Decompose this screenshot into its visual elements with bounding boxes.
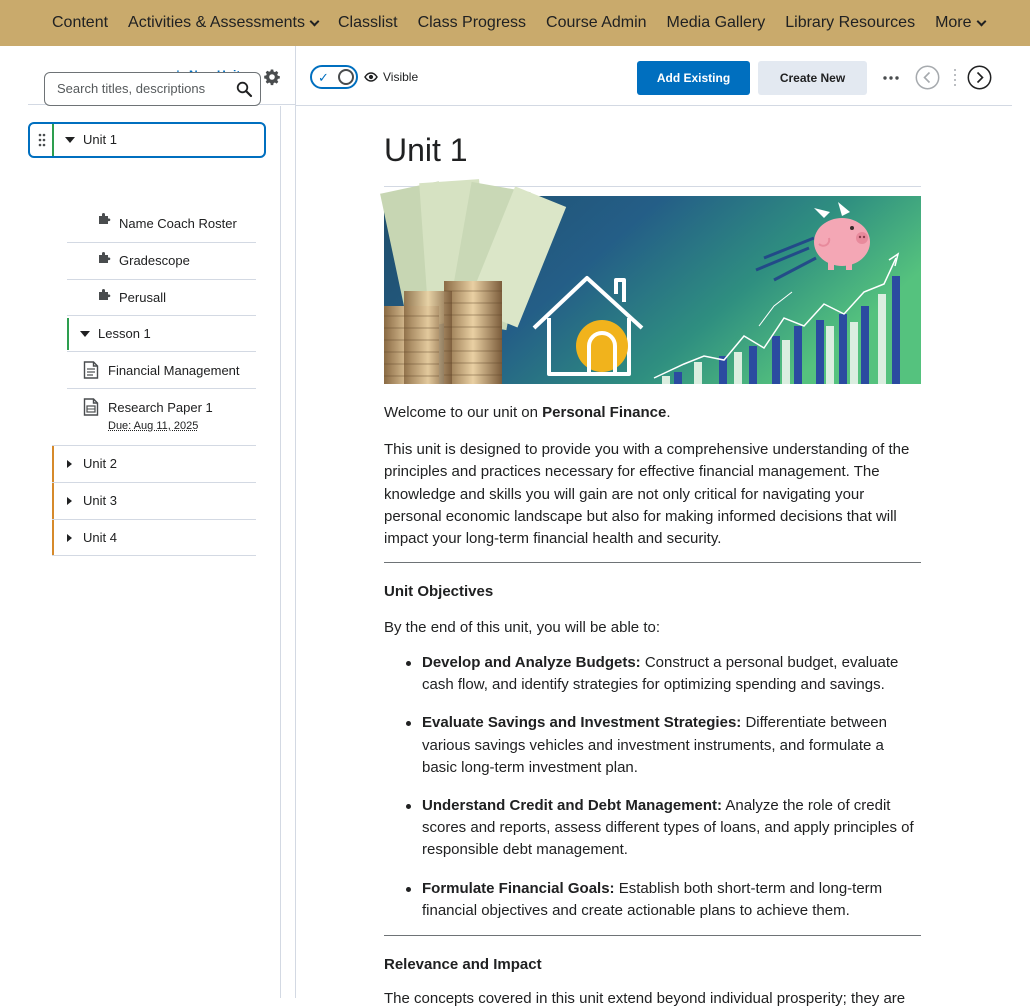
add-existing-button[interactable]: Add Existing [637,61,750,95]
objectives-list [384,652,921,938]
welcome-suffix: . [666,404,671,421]
tree-item-label: Financial Management [108,363,240,378]
personal-finance-banner-image [384,196,921,384]
tree-item-research-paper[interactable] [67,389,256,445]
caret-right-icon[interactable] [67,460,72,468]
tree-item-name-coach[interactable] [67,205,256,242]
drag-handle-icon[interactable] [38,133,46,147]
nav-activities-assessments[interactable] [128,14,318,32]
objective-text: Differentiate between various savings vehicles and investment instruments, and formulate a basic long-term investment plan. [422,714,887,776]
objective-text: Analyze the role of credit scores and reports, assess different types of loans, and apply principles of responsible debt management. [422,797,914,859]
nav-course-admin[interactable]: Course Admin [546,14,647,31]
puzzle-icon [99,288,112,300]
tree-item-label: Unit 2 [83,456,117,471]
nav-classlist[interactable]: Classlist [338,14,398,31]
toggle-knob [338,69,354,85]
tree-item-label: Gradescope [119,253,190,268]
page-title: Unit 1 [384,132,468,168]
section-divider [384,562,921,563]
unit-status-bar [52,446,54,482]
welcome-text [384,404,671,421]
document-icon [83,361,99,379]
tree-item-unit-3[interactable] [52,483,256,519]
unit-status-bar [52,483,54,519]
welcome-prefix: Welcome to our unit on [384,404,543,421]
tree-item-label: Unit 1 [83,132,117,147]
tree-item-label: Unit 3 [83,493,117,508]
unit-status-bar [52,520,54,556]
gear-icon[interactable] [264,69,280,85]
section-divider [384,935,921,936]
check-icon: ✓ [318,70,329,85]
visibility-toggle[interactable] [310,65,358,89]
chevron-down-icon [310,16,320,26]
search-icon[interactable] [236,81,252,97]
visible-label: Visible [383,70,419,84]
due-date: Due: Aug 11, 2025 [108,420,199,432]
divider [52,555,256,556]
objectives-intro: By the end of this unit, you will be able to: [384,619,660,636]
search-field[interactable] [44,72,261,106]
search-input[interactable] [57,81,227,96]
tree-item-unit-4[interactable] [52,520,256,556]
create-new-button[interactable]: Create New [758,61,867,95]
nav-media-gallery[interactable]: Media Gallery [666,14,766,31]
tree-item-label: Research Paper 1 [108,400,213,415]
assignment-icon [83,398,99,416]
nav-more-label: More [935,14,972,31]
relevance-heading: Relevance and Impact [384,956,542,973]
list-item [384,795,921,862]
lesson-status-bar [67,318,69,350]
nav-content[interactable]: Content [52,14,109,31]
more-options-icon[interactable] [880,67,902,89]
top-navigation [0,0,1030,46]
nav-activities-label: Activities & Assessments [128,14,305,31]
visibility-status [364,70,418,84]
tree-item-lesson-1[interactable] [67,316,256,352]
objective-text: Establish both short-term and long-term financial objectives and create actionable plans to achieve them. [422,879,883,919]
tree-item-financial-management[interactable] [67,352,256,389]
objective-text: Construct a personal budget, evaluate cash flow, and identify strategies for optimizing spending and savings. [422,654,899,694]
tree-item-unit-2[interactable] [52,446,256,482]
tree-item-perusall[interactable] [67,279,256,316]
list-item [384,652,921,696]
toolbar-divider [296,105,1012,106]
puzzle-icon [99,251,112,263]
previous-icon[interactable] [915,65,940,90]
objective-title: Formulate Financial Goals: [422,879,615,897]
caret-down-icon[interactable] [80,331,90,337]
chevron-down-icon [976,16,986,26]
panel-divider [280,106,281,998]
nav-more[interactable] [935,14,984,32]
tree-item-label: Perusall [119,290,166,305]
nav-library-resources[interactable]: Library Resources [785,14,916,31]
intro-paragraph: This unit is designed to provide you with a comprehensive understanding of the principles and practices necessary for effective financial management. The knowledge and skills you will gain are not only critical for navigating your personal economic landscape but also for making informed decisions that will impact your long-term financial health and security. [384,441,910,548]
unit-status-bar [52,124,54,156]
list-item [384,878,921,922]
list-item [384,712,921,779]
tree-item-unit-1[interactable] [28,122,266,158]
objective-title: Develop and Analyze Budgets: [422,654,641,671]
tree-item-label: Lesson 1 [98,326,151,341]
caret-right-icon[interactable] [67,534,72,542]
tree-item-label: Unit 4 [83,530,117,545]
next-icon[interactable] [967,65,992,90]
tree-item-label: Name Coach Roster [119,216,237,231]
welcome-topic: Personal Finance [542,404,667,421]
objective-title: Understand Credit and Debt Management: [422,797,723,815]
nav-class-progress[interactable]: Class Progress [417,14,527,31]
caret-right-icon[interactable] [67,497,72,505]
relevance-text: The concepts covered in this unit extend beyond individual prosperity; they are [384,990,906,1007]
puzzle-icon [99,212,112,224]
eye-icon [364,72,378,82]
objectives-heading: Unit Objectives [384,583,494,600]
tree-item-gradescope[interactable] [67,242,256,279]
objective-title: Evaluate Savings and Investment Strategies: [422,714,742,732]
separator-icon [954,68,956,88]
caret-down-icon[interactable] [65,137,75,143]
